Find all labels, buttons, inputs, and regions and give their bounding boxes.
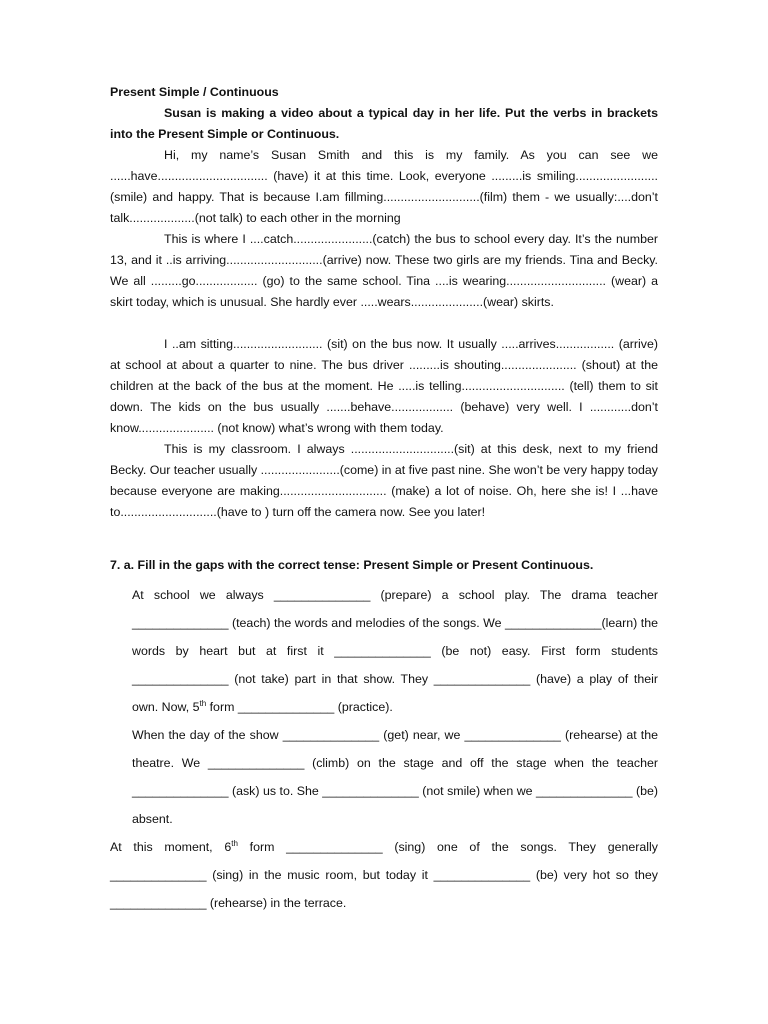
exercise-7-paragraph-1 <box>132 581 658 721</box>
exercise-7-paragraph-1-end: form ______________ (practice). <box>206 700 393 714</box>
page-title: Present Simple / Continuous <box>110 85 279 99</box>
story-paragraph-3: I ..am sitting.......................... (sit) on the bus now. It usually .....arrives................. (arrive) at school at about a quarter to nine. The bus driver .........is shouting...................... (shout) at the children at the back of the bus at the moment. He .....is telling.............................. (tell) them to sit down. The kids on the bus usually .......behave.................. (behave) very well. I ............don’t know...................... (not know) what’s wrong with them today. <box>110 337 658 435</box>
exercise-7-paragraph-3 <box>110 833 658 917</box>
story-paragraph-1: Hi, my name’s Susan Smith and this is my family. As you can see we ......have................................ (have) it at this time. Look, everyone .........is smiling........................(smile) and happy. That is because I.am fillming............................(film) them - we usually:....don’t talk...................(not talk) to each other in the morning <box>110 148 658 225</box>
exercise-7-heading: 7. a. Fill in the gaps with the correct tense: Present Simple or Present Continuous. <box>110 558 594 572</box>
exercise-7-paragraph-1-text: At school we always ______________ (prepare) a school play. The drama teacher ______________ (teach) the words and melodies of the songs. We ______________(learn) the words by heart but at first it ______________ (be not) easy. First form students ______________ (not take) part in that show. They ______________ (have) a play of their own. Now, 5 <box>132 588 658 714</box>
ordinal-suffix: th <box>231 838 238 848</box>
exercise-7-paragraph-3-end: form ______________ (sing) one of the songs. They generally ______________ (sing) in the music room, but today it ______________ (be) very hot so they ______________ (rehearse) in the terrace. <box>110 840 658 910</box>
ordinal-suffix: th <box>199 698 207 708</box>
story-paragraph-4: This is my classroom. I always ..............................(sit) at this desk, next to my friend Becky. Our teacher usually .......................(come) in at five past nine. She won’t be very happy today because everyone are making............................... (make) a lot of noise. Oh, here she is! I ...have to............................(have to ) turn off the camera now. See you later! <box>110 442 658 519</box>
exercise-instruction: Susan is making a video about a typical day in her life. Put the verbs in brackets into the Present Simple or Continuous. <box>110 106 658 141</box>
exercise-7-paragraph-2: When the day of the show ______________ (get) near, we ______________ (rehearse) at the theatre. We ______________ (climb) on the stage and off the stage when the teacher ______________ (ask) us to. She ______________ (not smile) when we ______________ (be) absent. <box>132 728 658 826</box>
exercise-7-paragraph-3-text: At this moment, 6 <box>110 840 232 854</box>
story-paragraph-2: This is where I ....catch.......................(catch) the bus to school every day. It’s the number 13, and it ..is arriving............................(arrive) now. These two girls are my friends. Tina and Becky. We all .........go.................. (go) to the same school. Tina ....is wearing............................. (wear) a skirt today, which is unusual. She hardly ever .....wears.....................(wear) skirts. <box>110 232 658 309</box>
